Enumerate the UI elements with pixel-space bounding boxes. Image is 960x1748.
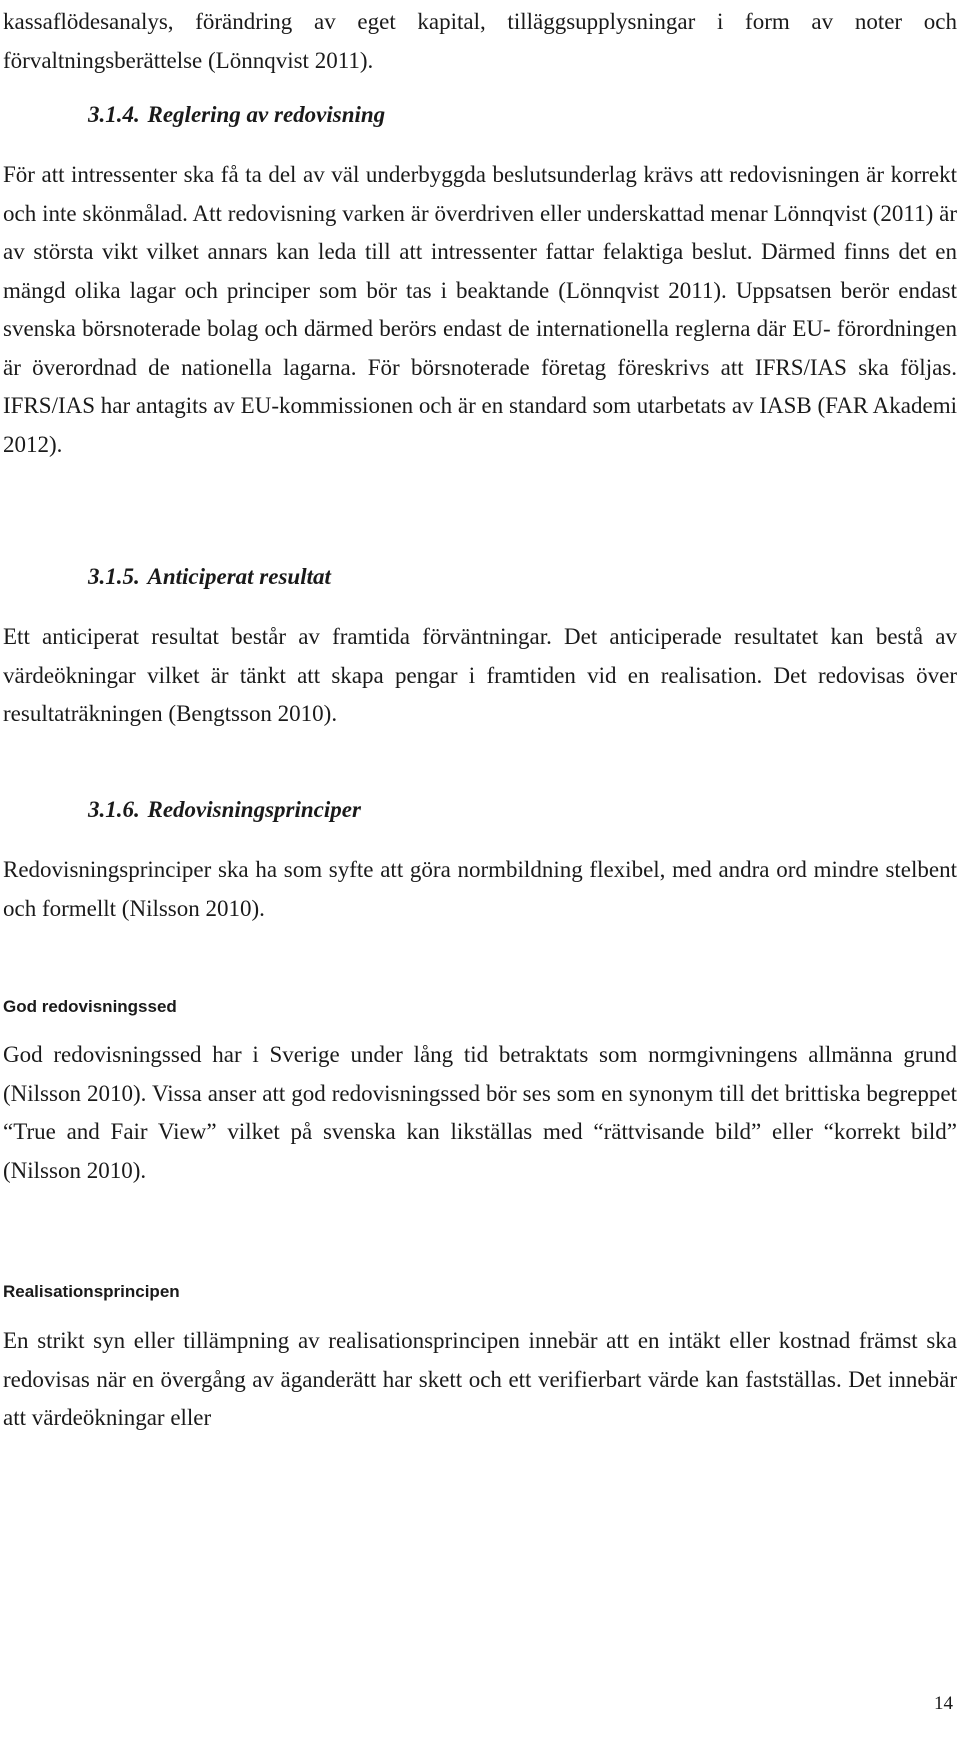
heading-3-1-6 — [88, 795, 361, 825]
paragraph-cash-flow: kassaflödesanalys, förändring av eget kapital, tilläggsupplysningar i form av noter och förvaltningsberättelse (Lönnqvist 2011). — [3, 9, 957, 73]
heading-title: Reglering av redovisning — [147, 102, 386, 127]
paragraph-realisation: En strikt syn eller tillämpning av realisationsprincipen innebär att en intäkt eller kostnad främst ska redovisas när en övergång av äganderätt har skett och ett verifierbart värde kan fastställas. Det innebär att värdeökningar eller — [3, 1328, 957, 1430]
subheading-realisation: Realisationsprincipen — [3, 1282, 180, 1301]
paragraph-anticipated-result: Ett anticiperat resultat består av framtida förväntningar. Det anticiperade resultatet kan bestå av värdeökningar vilket är tänkt att skapa pengar i framtiden vid en realisation. Det redovisas över resultaträkningen (Bengtsson 2010). — [3, 624, 957, 726]
paragraph-regulation: För att intressenter ska få ta del av väl underbyggda beslutsunderlag krävs att redovisningen är korrekt och inte skönmålad. Att redovisning varken är överdriven eller underskattad menar Lönnqvist (2011) är av största vikt vilket annars kan leda till att intressenter fattar felaktiga beslut. Därmed finns det en mängd olika lagar och principer som bör tas i beaktande (Lönnqvist 2011). Uppsatsen berör endast svenska börsnoterade bolag och därmed berörs endast de internationella reglerna där EU- förordningen är överordnad de nationella lagarna. För börsnoterade företag föreskrivs att IFRS/IAS ska följas. IFRS/IAS har antagits av EU-kommissionen och är en standard som utarbetats av IASB (FAR Akademi 2012). — [3, 162, 957, 457]
heading-number: 3.1.5. — [88, 564, 140, 589]
heading-title: Anticiperat resultat — [147, 564, 331, 589]
paragraph-accounting-principles: Redovisningsprinciper ska ha som syfte att göra normbildning flexibel, med andra ord mindre stelbent och formellt (Nilsson 2010). — [3, 857, 957, 921]
heading-3-1-5 — [88, 562, 331, 592]
heading-title: Redovisningsprinciper — [147, 797, 361, 822]
subheading-good-accounting: God redovisningssed — [3, 997, 177, 1016]
heading-number: 3.1.4. — [88, 102, 140, 127]
paragraph-good-accounting: God redovisningssed har i Sverige under lång tid betraktats som normgivningens allmänna grund (Nilsson 2010). Vissa anser att god redovisningssed bör ses som en synonym till det brittiska begreppet “True and Fair View” vilket på svenska kan likställas med “rättvisande bild” eller “korrekt bild” (Nilsson 2010). — [3, 1042, 957, 1183]
page-number: 14 — [934, 1693, 953, 1714]
heading-number: 3.1.6. — [88, 797, 140, 822]
heading-3-1-4 — [88, 100, 385, 130]
